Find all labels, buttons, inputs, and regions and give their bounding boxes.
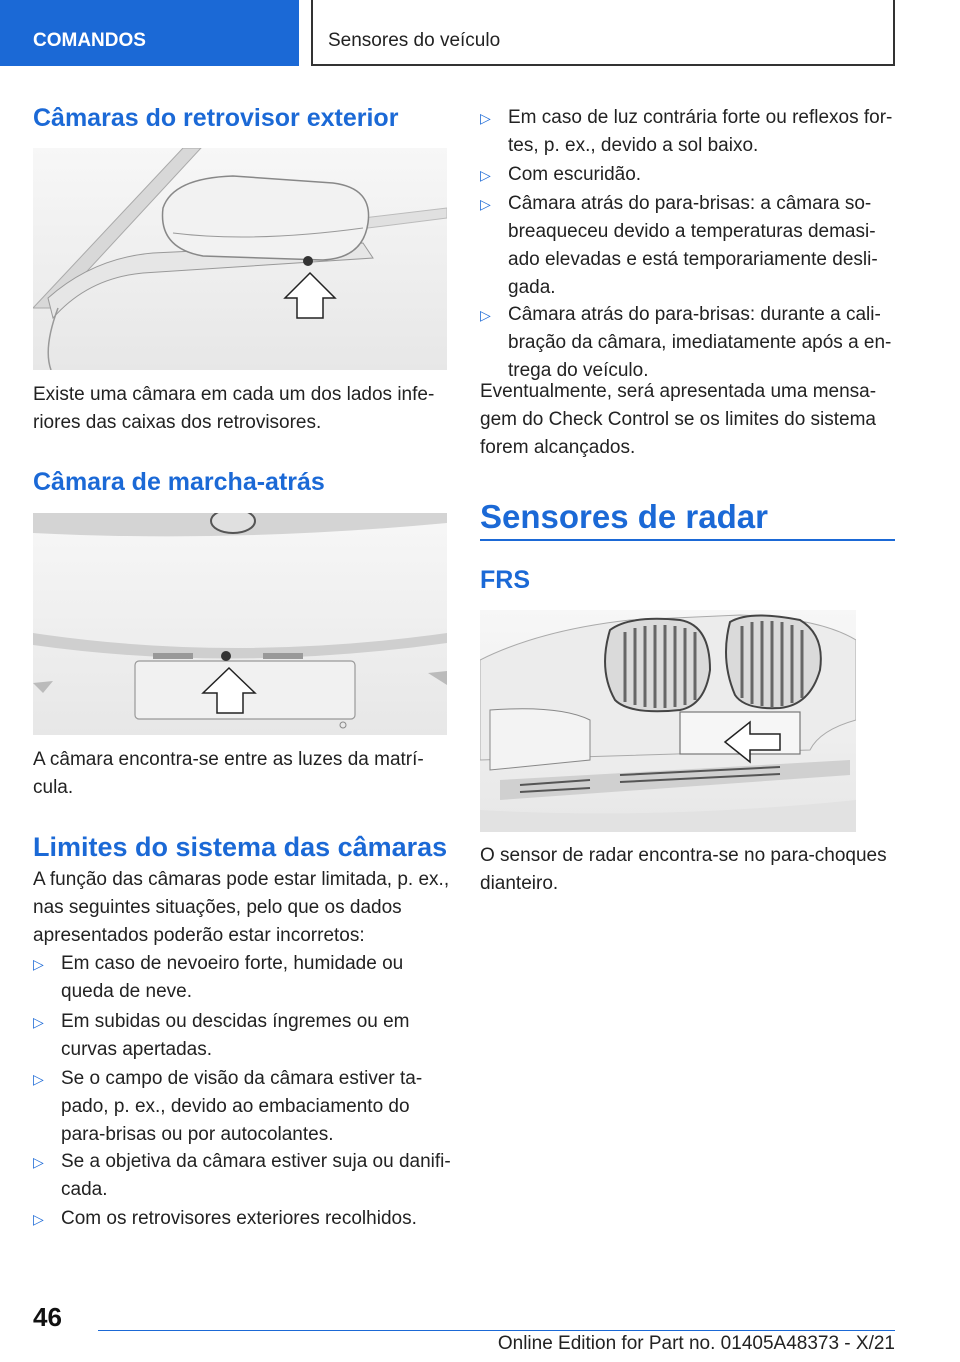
section-tab <box>0 0 299 66</box>
text-line: Se o campo de visão da câmara estiver ta- <box>61 1068 423 1089</box>
list-item <box>480 190 900 302</box>
heading-rule <box>480 539 895 541</box>
text-line: A função das câmaras pode estar limitada, p. ex., <box>33 869 450 890</box>
heading-radar-sensors: Sensores de radar <box>480 498 768 535</box>
text-line: cada. <box>61 1179 108 1200</box>
triangle-right-icon: ▷ <box>480 167 491 183</box>
edition-note: Online Edition for Part no. 01405A48373 - X/21 <box>497 1333 895 1354</box>
text-line: ado elevadas e está temporariamente desli- <box>508 249 878 270</box>
text-line: para-brisas ou por autocolantes. <box>61 1124 334 1145</box>
limits-intro <box>33 866 453 950</box>
chapter-header <box>311 0 895 66</box>
list-item <box>33 1205 453 1233</box>
text-line: Câmara atrás do para-brisas: a câmara so- <box>508 193 872 214</box>
text-line: nas seguintes situações, pelo que os dados <box>33 897 402 918</box>
text-line: O sensor de radar encontra-se no para-choques <box>480 845 887 866</box>
text-line: gem do Check Control se os limites do sistema <box>480 409 876 430</box>
triangle-right-icon: ▷ <box>33 1014 44 1030</box>
page-number: 46 <box>33 1302 62 1332</box>
text-line: bração da câmara, imediatamente após a en- <box>508 332 892 353</box>
text-line: gada. <box>508 277 556 298</box>
heading-camera-limits: Limites do sistema das câmaras <box>33 832 448 862</box>
text-line: apresentados poderão estar incorretos: <box>33 925 365 946</box>
text-line: Câmara atrás do para-brisas: durante a cali- <box>508 304 881 325</box>
text-line: breaqueceu devido a temperaturas demasi- <box>508 221 876 242</box>
triangle-right-icon: ▷ <box>480 307 491 323</box>
text-line: curvas apertadas. <box>61 1039 213 1060</box>
text-line: Em caso de luz contrária forte ou reflexos for- <box>508 107 893 128</box>
list-item <box>33 950 453 1006</box>
triangle-right-icon: ▷ <box>480 196 491 212</box>
footer-divider <box>98 1330 895 1331</box>
heading-mirror-cameras: Câmaras do retrovisor exterior <box>33 104 399 132</box>
list-item <box>33 1008 453 1064</box>
mirror-camera-illustration <box>33 148 447 370</box>
heading-frs: FRS <box>480 566 530 594</box>
section-label: COMANDOS <box>33 30 146 51</box>
chapter-title: Sensores do veículo <box>328 30 501 51</box>
triangle-right-icon: ▷ <box>33 1154 44 1170</box>
text-line: tes, p. ex., devido a sol baixo. <box>508 135 759 156</box>
text-line: Em caso de nevoeiro forte, humidade ou <box>61 953 404 974</box>
heading-reverse-camera: Câmara de marcha-atrás <box>33 468 325 496</box>
triangle-right-icon: ▷ <box>480 110 491 126</box>
text-line: Com os retrovisores exteriores recolhidos. <box>61 1208 417 1229</box>
list-item <box>480 161 900 189</box>
triangle-right-icon: ▷ <box>33 956 44 972</box>
list-item <box>33 1065 453 1149</box>
list-item <box>480 301 900 385</box>
radar-description <box>480 842 900 898</box>
text-line: queda de neve. <box>61 981 193 1002</box>
text-line: pado, p. ex., devido ao embaciamento do <box>61 1096 410 1117</box>
text-line: Com escuridão. <box>508 164 642 185</box>
text-line: cula. <box>33 777 74 798</box>
text-line: Existe uma câmara em cada um dos lados infe- <box>33 384 435 405</box>
triangle-right-icon: ▷ <box>33 1211 44 1227</box>
mirror-description <box>33 381 453 437</box>
text-line: Em subidas ou descidas íngremes ou em <box>61 1011 410 1032</box>
text-line: dianteiro. <box>480 873 559 894</box>
triangle-right-icon: ▷ <box>33 1071 44 1087</box>
text-line: forem alcançados. <box>480 437 636 458</box>
radar-sensor-illustration <box>480 610 856 832</box>
text-line: Eventualmente, será apresentada uma mensa- <box>480 381 877 402</box>
text-line: trega do veículo. <box>508 360 649 381</box>
text-line: riores das caixas dos retrovisores. <box>33 412 322 433</box>
list-item <box>33 1148 453 1204</box>
text-line: Se a objetiva da câmara estiver suja ou danifi- <box>61 1151 451 1172</box>
reverse-camera-illustration <box>33 513 447 735</box>
check-control-note <box>480 378 900 462</box>
text-line: A câmara encontra-se entre as luzes da matrí- <box>33 749 424 770</box>
reverse-description <box>33 746 453 802</box>
list-item <box>480 104 900 160</box>
